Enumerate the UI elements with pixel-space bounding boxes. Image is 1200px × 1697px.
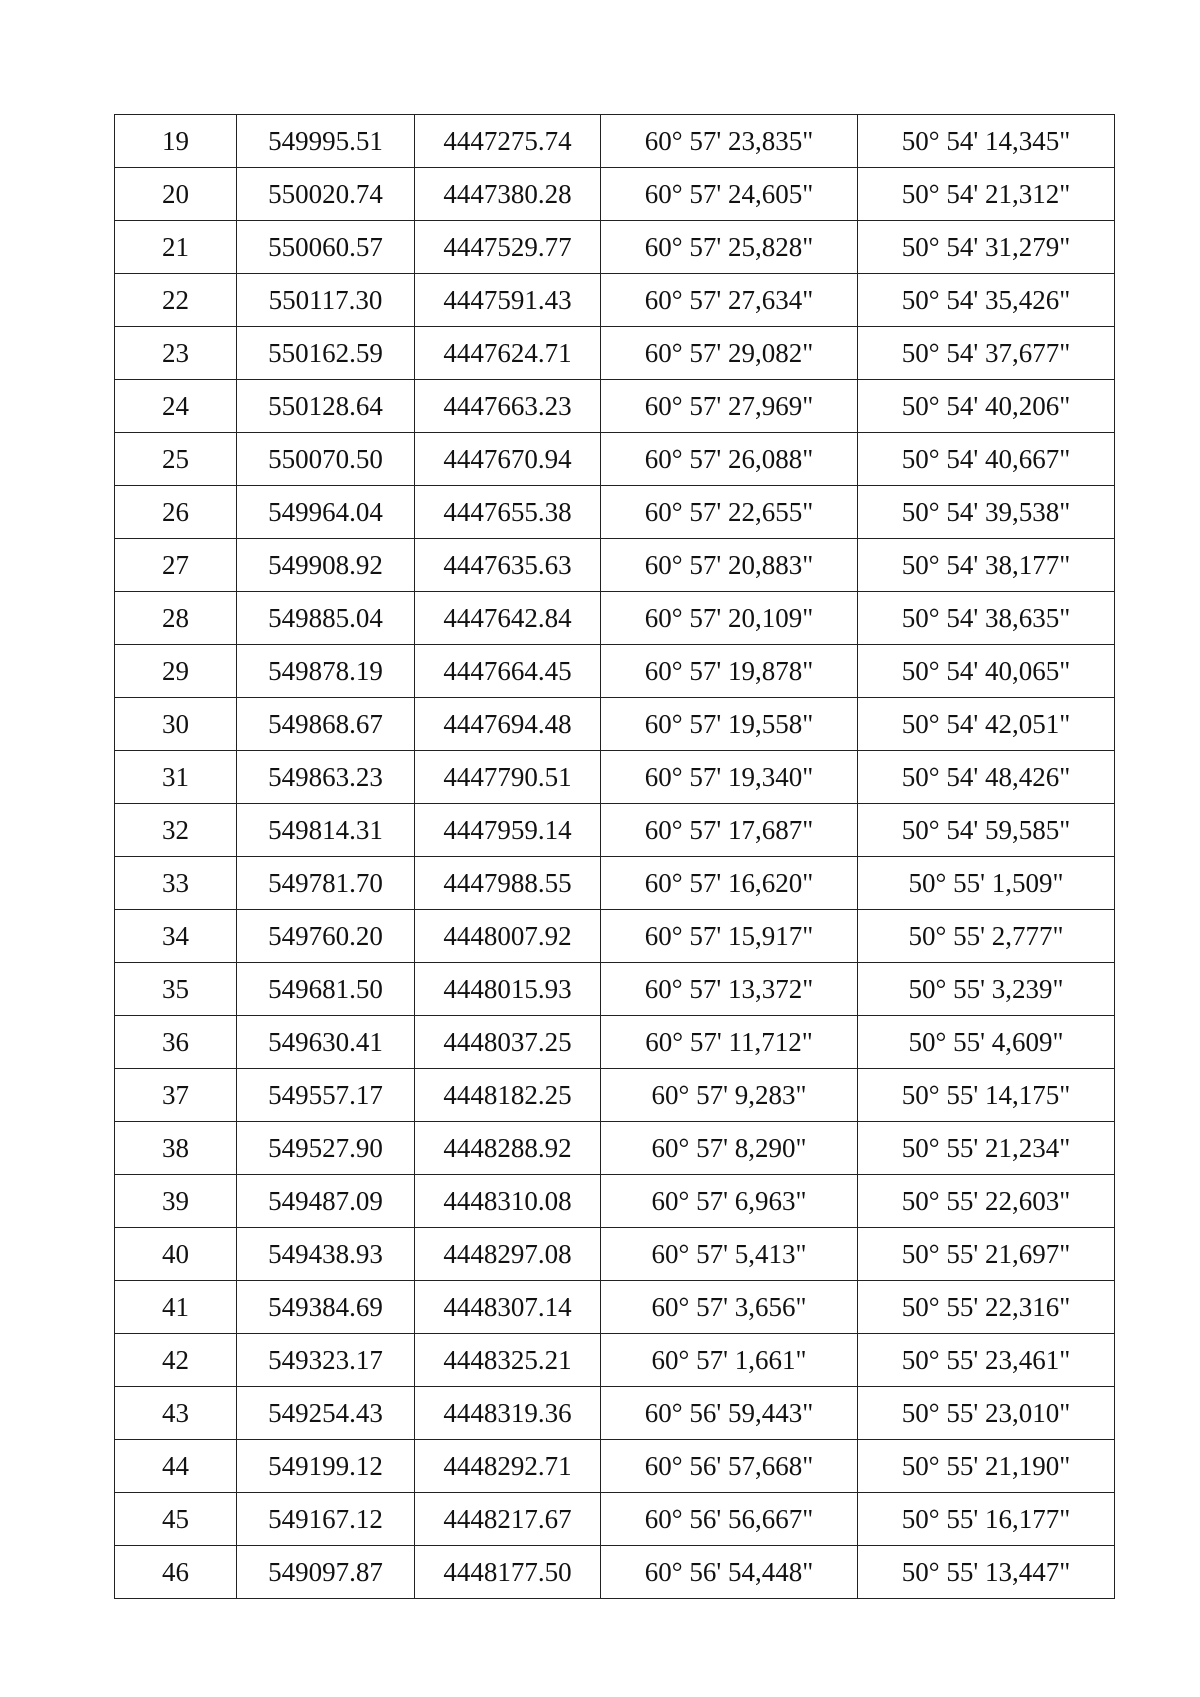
latitude-cell: 50° 54' 40,065" [858, 645, 1115, 698]
table-row [115, 1493, 1115, 1546]
latitude-cell: 50° 55' 1,509" [858, 857, 1115, 910]
longitude-cell: 60° 56' 54,448" [601, 1546, 858, 1599]
longitude-cell: 60° 57' 23,835" [601, 115, 858, 168]
point-number-cell: 40 [115, 1228, 237, 1281]
longitude-cell: 60° 57' 26,088" [601, 433, 858, 486]
x-coordinate-cell: 549630.41 [237, 1016, 415, 1069]
latitude-cell: 50° 54' 38,177" [858, 539, 1115, 592]
table-row [115, 221, 1115, 274]
y-coordinate-cell: 4447959.14 [415, 804, 601, 857]
longitude-cell: 60° 57' 17,687" [601, 804, 858, 857]
table-row [115, 751, 1115, 804]
latitude-cell: 50° 55' 21,190" [858, 1440, 1115, 1493]
table-row [115, 910, 1115, 963]
point-number-cell: 42 [115, 1334, 237, 1387]
table-row [115, 433, 1115, 486]
y-coordinate-cell: 4447591.43 [415, 274, 601, 327]
point-number-cell: 34 [115, 910, 237, 963]
table-row [115, 1122, 1115, 1175]
table-row [115, 963, 1115, 1016]
point-number-cell: 23 [115, 327, 237, 380]
longitude-cell: 60° 57' 19,878" [601, 645, 858, 698]
y-coordinate-cell: 4448007.92 [415, 910, 601, 963]
latitude-cell: 50° 55' 22,603" [858, 1175, 1115, 1228]
latitude-cell: 50° 55' 21,234" [858, 1122, 1115, 1175]
x-coordinate-cell: 549254.43 [237, 1387, 415, 1440]
longitude-cell: 60° 57' 20,109" [601, 592, 858, 645]
y-coordinate-cell: 4447635.63 [415, 539, 601, 592]
x-coordinate-cell: 549878.19 [237, 645, 415, 698]
point-number-cell: 22 [115, 274, 237, 327]
y-coordinate-cell: 4447664.45 [415, 645, 601, 698]
x-coordinate-cell: 549885.04 [237, 592, 415, 645]
latitude-cell: 50° 54' 59,585" [858, 804, 1115, 857]
point-number-cell: 38 [115, 1122, 237, 1175]
latitude-cell: 50° 55' 16,177" [858, 1493, 1115, 1546]
x-coordinate-cell: 550128.64 [237, 380, 415, 433]
longitude-cell: 60° 57' 5,413" [601, 1228, 858, 1281]
table-row [115, 1069, 1115, 1122]
point-number-cell: 33 [115, 857, 237, 910]
longitude-cell: 60° 57' 19,558" [601, 698, 858, 751]
point-number-cell: 46 [115, 1546, 237, 1599]
longitude-cell: 60° 57' 27,969" [601, 380, 858, 433]
y-coordinate-cell: 4448307.14 [415, 1281, 601, 1334]
longitude-cell: 60° 57' 15,917" [601, 910, 858, 963]
longitude-cell: 60° 57' 27,634" [601, 274, 858, 327]
table-row [115, 1016, 1115, 1069]
latitude-cell: 50° 55' 13,447" [858, 1546, 1115, 1599]
latitude-cell: 50° 54' 35,426" [858, 274, 1115, 327]
x-coordinate-cell: 549681.50 [237, 963, 415, 1016]
table-row [115, 1440, 1115, 1493]
y-coordinate-cell: 4447642.84 [415, 592, 601, 645]
x-coordinate-cell: 550117.30 [237, 274, 415, 327]
y-coordinate-cell: 4447663.23 [415, 380, 601, 433]
x-coordinate-cell: 550070.50 [237, 433, 415, 486]
table-row [115, 327, 1115, 380]
x-coordinate-cell: 549487.09 [237, 1175, 415, 1228]
x-coordinate-cell: 549964.04 [237, 486, 415, 539]
x-coordinate-cell: 549863.23 [237, 751, 415, 804]
point-number-cell: 27 [115, 539, 237, 592]
latitude-cell: 50° 54' 38,635" [858, 592, 1115, 645]
latitude-cell: 50° 55' 23,461" [858, 1334, 1115, 1387]
y-coordinate-cell: 4448037.25 [415, 1016, 601, 1069]
latitude-cell: 50° 54' 37,677" [858, 327, 1115, 380]
point-number-cell: 29 [115, 645, 237, 698]
y-coordinate-cell: 4448297.08 [415, 1228, 601, 1281]
table-row [115, 698, 1115, 751]
table-row [115, 539, 1115, 592]
latitude-cell: 50° 54' 39,538" [858, 486, 1115, 539]
x-coordinate-cell: 549097.87 [237, 1546, 415, 1599]
x-coordinate-cell: 549908.92 [237, 539, 415, 592]
longitude-cell: 60° 56' 57,668" [601, 1440, 858, 1493]
latitude-cell: 50° 54' 40,667" [858, 433, 1115, 486]
point-number-cell: 26 [115, 486, 237, 539]
x-coordinate-cell: 549167.12 [237, 1493, 415, 1546]
point-number-cell: 32 [115, 804, 237, 857]
table-row [115, 1387, 1115, 1440]
longitude-cell: 60° 57' 6,963" [601, 1175, 858, 1228]
latitude-cell: 50° 55' 23,010" [858, 1387, 1115, 1440]
x-coordinate-cell: 549527.90 [237, 1122, 415, 1175]
table-row [115, 1546, 1115, 1599]
latitude-cell: 50° 54' 14,345" [858, 115, 1115, 168]
y-coordinate-cell: 4448310.08 [415, 1175, 601, 1228]
y-coordinate-cell: 4448288.92 [415, 1122, 601, 1175]
latitude-cell: 50° 55' 3,239" [858, 963, 1115, 1016]
table-row [115, 1175, 1115, 1228]
point-number-cell: 41 [115, 1281, 237, 1334]
point-number-cell: 45 [115, 1493, 237, 1546]
coordinates-table-body [115, 115, 1115, 1599]
longitude-cell: 60° 57' 22,655" [601, 486, 858, 539]
point-number-cell: 35 [115, 963, 237, 1016]
x-coordinate-cell: 549814.31 [237, 804, 415, 857]
point-number-cell: 30 [115, 698, 237, 751]
x-coordinate-cell: 549323.17 [237, 1334, 415, 1387]
longitude-cell: 60° 57' 24,605" [601, 168, 858, 221]
x-coordinate-cell: 549781.70 [237, 857, 415, 910]
x-coordinate-cell: 550060.57 [237, 221, 415, 274]
y-coordinate-cell: 4447624.71 [415, 327, 601, 380]
table-row [115, 380, 1115, 433]
table-row [115, 1281, 1115, 1334]
latitude-cell: 50° 55' 22,316" [858, 1281, 1115, 1334]
y-coordinate-cell: 4447529.77 [415, 221, 601, 274]
table-row [115, 592, 1115, 645]
longitude-cell: 60° 57' 19,340" [601, 751, 858, 804]
table-row [115, 804, 1115, 857]
y-coordinate-cell: 4447655.38 [415, 486, 601, 539]
latitude-cell: 50° 54' 21,312" [858, 168, 1115, 221]
y-coordinate-cell: 4448015.93 [415, 963, 601, 1016]
x-coordinate-cell: 550162.59 [237, 327, 415, 380]
table-row [115, 1228, 1115, 1281]
point-number-cell: 31 [115, 751, 237, 804]
latitude-cell: 50° 54' 42,051" [858, 698, 1115, 751]
point-number-cell: 39 [115, 1175, 237, 1228]
y-coordinate-cell: 4448325.21 [415, 1334, 601, 1387]
table-row [115, 486, 1115, 539]
point-number-cell: 43 [115, 1387, 237, 1440]
longitude-cell: 60° 57' 20,883" [601, 539, 858, 592]
point-number-cell: 28 [115, 592, 237, 645]
point-number-cell: 44 [115, 1440, 237, 1493]
point-number-cell: 37 [115, 1069, 237, 1122]
y-coordinate-cell: 4448292.71 [415, 1440, 601, 1493]
longitude-cell: 60° 57' 16,620" [601, 857, 858, 910]
point-number-cell: 20 [115, 168, 237, 221]
table-row [115, 645, 1115, 698]
x-coordinate-cell: 549384.69 [237, 1281, 415, 1334]
x-coordinate-cell: 549760.20 [237, 910, 415, 963]
latitude-cell: 50° 54' 40,206" [858, 380, 1115, 433]
y-coordinate-cell: 4447380.28 [415, 168, 601, 221]
latitude-cell: 50° 55' 14,175" [858, 1069, 1115, 1122]
point-number-cell: 24 [115, 380, 237, 433]
coordinates-table [114, 114, 1115, 1599]
latitude-cell: 50° 55' 4,609" [858, 1016, 1115, 1069]
x-coordinate-cell: 549868.67 [237, 698, 415, 751]
y-coordinate-cell: 4447275.74 [415, 115, 601, 168]
longitude-cell: 60° 56' 59,443" [601, 1387, 858, 1440]
longitude-cell: 60° 57' 9,283" [601, 1069, 858, 1122]
point-number-cell: 25 [115, 433, 237, 486]
table-row [115, 857, 1115, 910]
latitude-cell: 50° 54' 31,279" [858, 221, 1115, 274]
longitude-cell: 60° 57' 3,656" [601, 1281, 858, 1334]
x-coordinate-cell: 550020.74 [237, 168, 415, 221]
longitude-cell: 60° 57' 25,828" [601, 221, 858, 274]
y-coordinate-cell: 4447694.48 [415, 698, 601, 751]
longitude-cell: 60° 57' 13,372" [601, 963, 858, 1016]
x-coordinate-cell: 549199.12 [237, 1440, 415, 1493]
longitude-cell: 60° 57' 29,082" [601, 327, 858, 380]
table-row [115, 1334, 1115, 1387]
y-coordinate-cell: 4447988.55 [415, 857, 601, 910]
point-number-cell: 36 [115, 1016, 237, 1069]
point-number-cell: 21 [115, 221, 237, 274]
longitude-cell: 60° 57' 1,661" [601, 1334, 858, 1387]
latitude-cell: 50° 54' 48,426" [858, 751, 1115, 804]
latitude-cell: 50° 55' 21,697" [858, 1228, 1115, 1281]
x-coordinate-cell: 549995.51 [237, 115, 415, 168]
x-coordinate-cell: 549557.17 [237, 1069, 415, 1122]
x-coordinate-cell: 549438.93 [237, 1228, 415, 1281]
y-coordinate-cell: 4448217.67 [415, 1493, 601, 1546]
latitude-cell: 50° 55' 2,777" [858, 910, 1115, 963]
point-number-cell: 19 [115, 115, 237, 168]
table-row [115, 168, 1115, 221]
y-coordinate-cell: 4447790.51 [415, 751, 601, 804]
y-coordinate-cell: 4447670.94 [415, 433, 601, 486]
table-row [115, 274, 1115, 327]
y-coordinate-cell: 4448182.25 [415, 1069, 601, 1122]
longitude-cell: 60° 57' 8,290" [601, 1122, 858, 1175]
longitude-cell: 60° 56' 56,667" [601, 1493, 858, 1546]
y-coordinate-cell: 4448319.36 [415, 1387, 601, 1440]
table-row [115, 115, 1115, 168]
y-coordinate-cell: 4448177.50 [415, 1546, 601, 1599]
longitude-cell: 60° 57' 11,712" [601, 1016, 858, 1069]
